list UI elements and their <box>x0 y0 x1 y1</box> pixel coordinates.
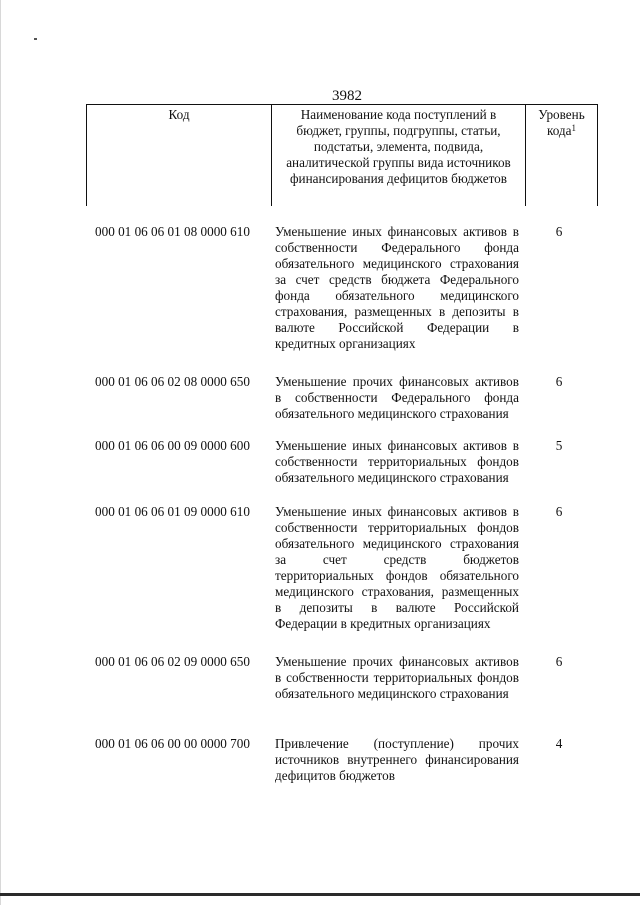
table-header <box>86 104 598 206</box>
header-name-label: Наименование кода поступлений в бюджет, группы, подгруппы, статьи, подстатьи, элемента, подвида, аналитической группы вида источников финансирования дефицитов бюджетов <box>286 107 511 186</box>
header-level <box>526 105 597 206</box>
header-name <box>272 105 526 206</box>
row-level: 6 <box>555 654 563 669</box>
row-level: 6 <box>555 504 563 519</box>
table-row <box>0 224 640 374</box>
header-code-label: Код <box>168 107 190 122</box>
header-code <box>87 105 272 206</box>
row-code: 000 01 06 06 01 09 0000 610 <box>95 504 250 519</box>
row-name: Уменьшение прочих финансовых активов в собственности Федерального фонда обязательного медицинского страхования <box>275 374 519 421</box>
page-number: 3982 <box>332 88 362 104</box>
table-row <box>0 654 640 736</box>
header-level-label: Уровень кода <box>538 107 585 138</box>
row-code: 000 01 06 06 00 09 0000 600 <box>95 438 250 453</box>
row-level: 6 <box>555 224 563 239</box>
table-row <box>0 736 640 796</box>
table-row <box>0 504 640 654</box>
row-code: 000 01 06 06 02 08 0000 650 <box>95 374 250 389</box>
row-code: 000 01 06 06 01 08 0000 610 <box>95 224 250 239</box>
row-name: Уменьшение прочих финансовых активов в собственности территориальных фондов обязательного медицинского страхования <box>275 654 519 701</box>
table-row <box>0 374 640 438</box>
row-code: 000 01 06 06 02 09 0000 650 <box>95 654 250 669</box>
row-name: Уменьшение иных финансовых активов в собственности территориальных фондов обязательного медицинского страхования <box>275 438 519 485</box>
row-level: 4 <box>555 736 563 751</box>
row-name: Привлечение (поступление) прочих источников внутреннего финансирования дефицитов бюджетов <box>275 736 519 783</box>
row-code: 000 01 06 06 00 00 0000 700 <box>95 736 250 751</box>
row-level: 6 <box>555 374 563 389</box>
row-name: Уменьшение иных финансовых активов в собственности территориальных фондов обязательного медицинского страхования за счет средств бюджетов территориальных фондов обязательного медицинского страхования, размещенных в депозиты в валюте Российской Федерации в кредитных организациях <box>275 504 519 631</box>
row-name: Уменьшение иных финансовых активов в собственности Федерального фонда обязательного медицинского страхования за счет средств бюджета Федерального фонда обязательного медицинского страхования, размещенных в депозиты в валюте Российской Федерации в кредитных организациях <box>275 224 519 351</box>
table-body <box>0 224 640 796</box>
header-level-footnote: 1 <box>571 123 576 133</box>
scan-bottom-border <box>0 893 640 896</box>
table-row <box>0 438 640 504</box>
scan-speck <box>34 38 37 40</box>
row-level: 5 <box>555 438 563 453</box>
